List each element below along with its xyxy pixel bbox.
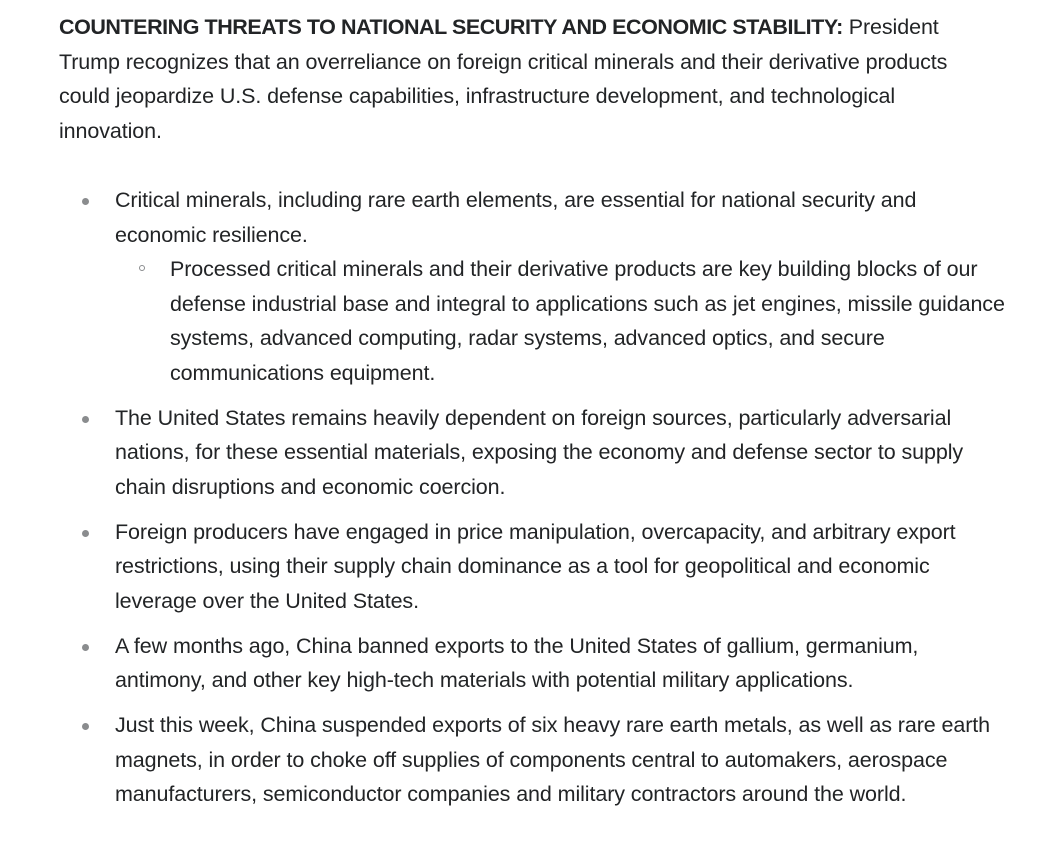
sub-list-item bbox=[170, 252, 1009, 390]
list-item bbox=[115, 183, 1009, 390]
list-item-text: Foreign producers have engaged in price manipulation, overcapacity, and arbitrary export restrictions, using their supply chain dominance as a tool for geopolitical and economic leverage over the United States. bbox=[115, 519, 956, 613]
document-body bbox=[59, 10, 1009, 822]
list-item bbox=[115, 629, 1009, 698]
list-item bbox=[115, 708, 1009, 812]
bullet-list bbox=[59, 183, 1009, 812]
bullet-icon bbox=[82, 416, 89, 423]
list-item bbox=[115, 401, 1009, 505]
hollow-bullet-icon bbox=[139, 265, 145, 271]
bullet-icon bbox=[82, 644, 89, 651]
intro-text: President Trump recognizes that an overreliance on foreign critical minerals and their derivative products could jeopardize U.S. defense capabilities, infrastructure development, and technological innovation. bbox=[59, 15, 948, 143]
bullet-icon bbox=[82, 723, 89, 730]
list-item-text: Just this week, China suspended exports of six heavy rare earth metals, as well as rare earth magnets, in order to choke off supplies of components central to automakers, aerospace manufacturers, semiconductor companies and military contractors around the world. bbox=[115, 713, 991, 806]
list-item-text: Critical minerals, including rare earth elements, are essential for national security and economic resilience. bbox=[115, 188, 917, 247]
section-heading: COUNTERING THREATS TO NATIONAL SECURITY AND ECONOMIC STABILITY: bbox=[59, 15, 843, 39]
sub-list bbox=[115, 252, 1009, 390]
list-item-text: A few months ago, China banned exports to the United States of gallium, germanium, antimony, and other key high-tech materials with potential military applications. bbox=[115, 633, 919, 692]
intro-paragraph bbox=[59, 10, 989, 148]
bullet-icon bbox=[82, 198, 89, 205]
list-item-text: The United States remains heavily dependent on foreign sources, particularly adversarial nations, for these essential materials, exposing the economy and defense sector to supply chain disruptions and economic coercion. bbox=[115, 405, 964, 499]
list-item bbox=[115, 515, 1009, 619]
bullet-icon bbox=[82, 530, 89, 537]
sub-list-item-text: Processed critical minerals and their derivative products are key building blocks of our defense industrial base and integral to applications such as jet engines, missile guidance systems, advanced computing, radar systems, advanced optics, and secure communications equipment. bbox=[170, 257, 1005, 385]
